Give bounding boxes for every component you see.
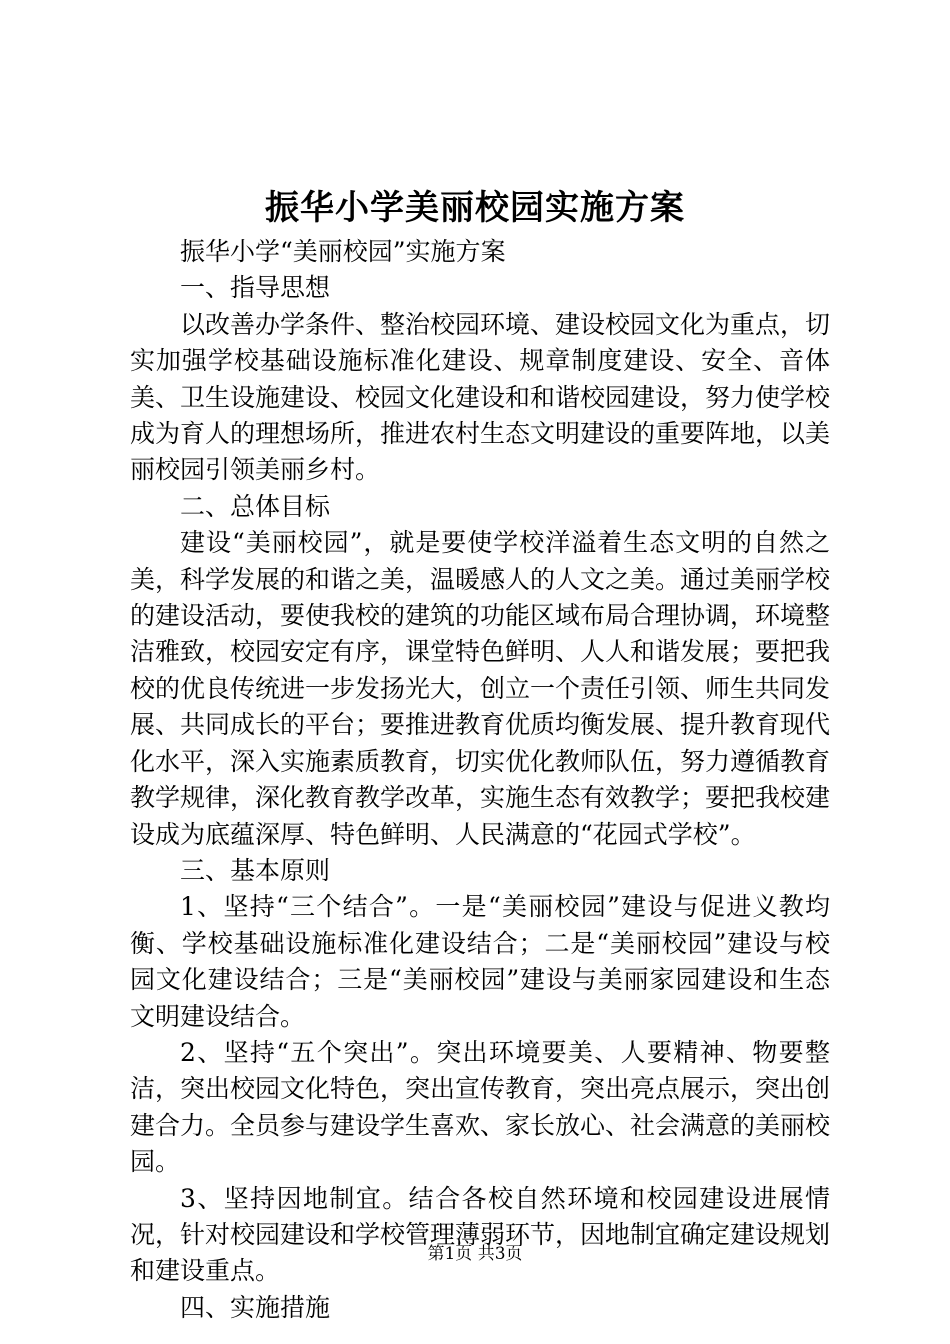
subtitle-paragraph: 振华小学“美丽校园”实施方案 bbox=[180, 237, 506, 266]
paragraph-guiding-ideology: 以改善办学条件、整治校园环境、建设校园文化为重点，切实加强学校基础设施标准化建设、规章制度建设、安全、音体美、卫生设施建设、校园文化建设和和谐校园建设，努力使学校成为育人的理想场所，推进农村生态文明建设的重要阵地，以美丽校园引领美丽乡村。 bbox=[130, 309, 831, 485]
page-footer: 第1页 共3页 bbox=[427, 1244, 523, 1264]
document-body bbox=[130, 234, 830, 1326]
section-heading-guiding-ideology: 一、指导思想 bbox=[180, 273, 331, 303]
paragraph-principle-3: 3、坚持因地制宜。结合各校自然环境和校园建设进展情况，针对校园建设和学校管理薄弱环节，因地制宜确定建设规划和建设重点。 bbox=[130, 1183, 831, 1286]
document-title: 振华小学美丽校园实施方案 bbox=[265, 188, 685, 228]
section-heading-overall-goal: 二、总体目标 bbox=[180, 491, 331, 521]
section-heading-basic-principles: 三、基本原则 bbox=[180, 855, 331, 885]
paragraph-principle-1: 1、坚持“三个结合”。一是“美丽校园”建设与促进义教均衡、学校基础设施标准化建设结合；二是“美丽校园”建设与校园文化建设结合；三是“美丽校园”建设与美丽家园建设和生态文明建设结合。 bbox=[130, 892, 830, 1031]
paragraph-overall-goal: 建设“美丽校园”，就是要使学校洋溢着生态文明的自然之美，科学发展的和谐之美，温暖感人的人文之美。通过美丽学校的建设活动，要使我校的建筑的功能区域布局合理协调，环境整洁雅致，校园安定有序，课堂特色鲜明、人人和谐发展；要把我校的优良传统进一步发扬光大，创立一个责任引领、师生共同发展、共同成长的平台；要推进教育优质均衡发展、提升教育现代化水平，深入实施素质教育，切实优化教师队伍，努力遵循教育教学规律，深化教育教学改革，实施生态有效教学；要把我校建设成为底蕴深厚、特色鲜明、人民满意的“花园式学校”。 bbox=[130, 528, 831, 849]
paragraph-principle-2: 2、坚持“五个突出”。突出环境要美、人要精神、物要整洁，突出校园文化特色，突出宣传教育，突出亮点展示，突出创建合力。全员参与建设学生喜欢、家长放心、社会满意的美丽校园。 bbox=[130, 1037, 831, 1177]
section-heading-implementation-measures: 四、实施措施 bbox=[180, 1292, 331, 1322]
